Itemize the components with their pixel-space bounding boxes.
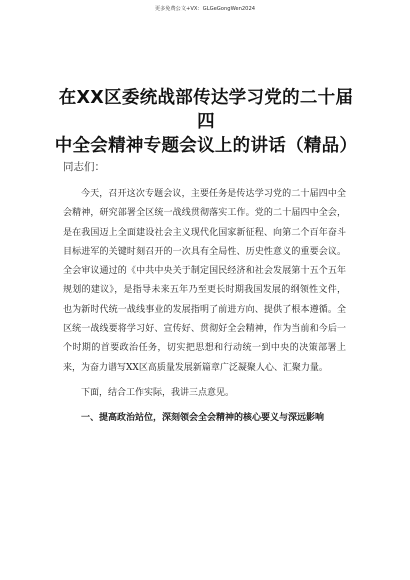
document-title — [50, 86, 362, 158]
title-line-2: 中全会精神专题会议上的讲话（精品） — [54, 136, 358, 156]
paragraph-1: 今天，召开这次专题会议，主要任务是传达学习党的二十届四中全会精神，研究部署全区统一战线贯彻落实工作。党的二十届四中全会，是在我国迈上全面建设社会主义现代化国家新征程、向第二个百年奋斗目标进军的关键时刻召开的一次具有全局性、历史性意义的重要会议。全会审议通过的《中共中央关于制定国民经济和社会发展第十五个五年规划的建议》，是指导未来五年乃至更长时期我国发展的纲领性文件，也为新时代统一战线事业的发展指明了前进方向、提供了根本遵循。全区统一战线要将学习好、宣传好、贯彻好全会精神，作为当前和今后一个时期的首要政治任务，切实把思想和行动统一到中央的决策部署上来，为奋力谱写XX区高质量发展新篇章广泛凝聚人心、汇聚力量。 — [63, 189, 346, 373]
paragraph-2: 下面，结合工作实际，我讲三点意见。 — [81, 387, 235, 398]
document-body — [63, 185, 346, 429]
title-line-1: 在XX区委统战部传达学习党的二十届四 — [58, 88, 354, 132]
section-heading-1: 一、提高政治站位，深刻领会全会精神的核心要义与深远影响 — [81, 413, 325, 424]
salutation: 同志们： — [63, 161, 105, 173]
header-note: 更多免费公文+VX：GLGeGongWen2024 — [154, 6, 256, 12]
